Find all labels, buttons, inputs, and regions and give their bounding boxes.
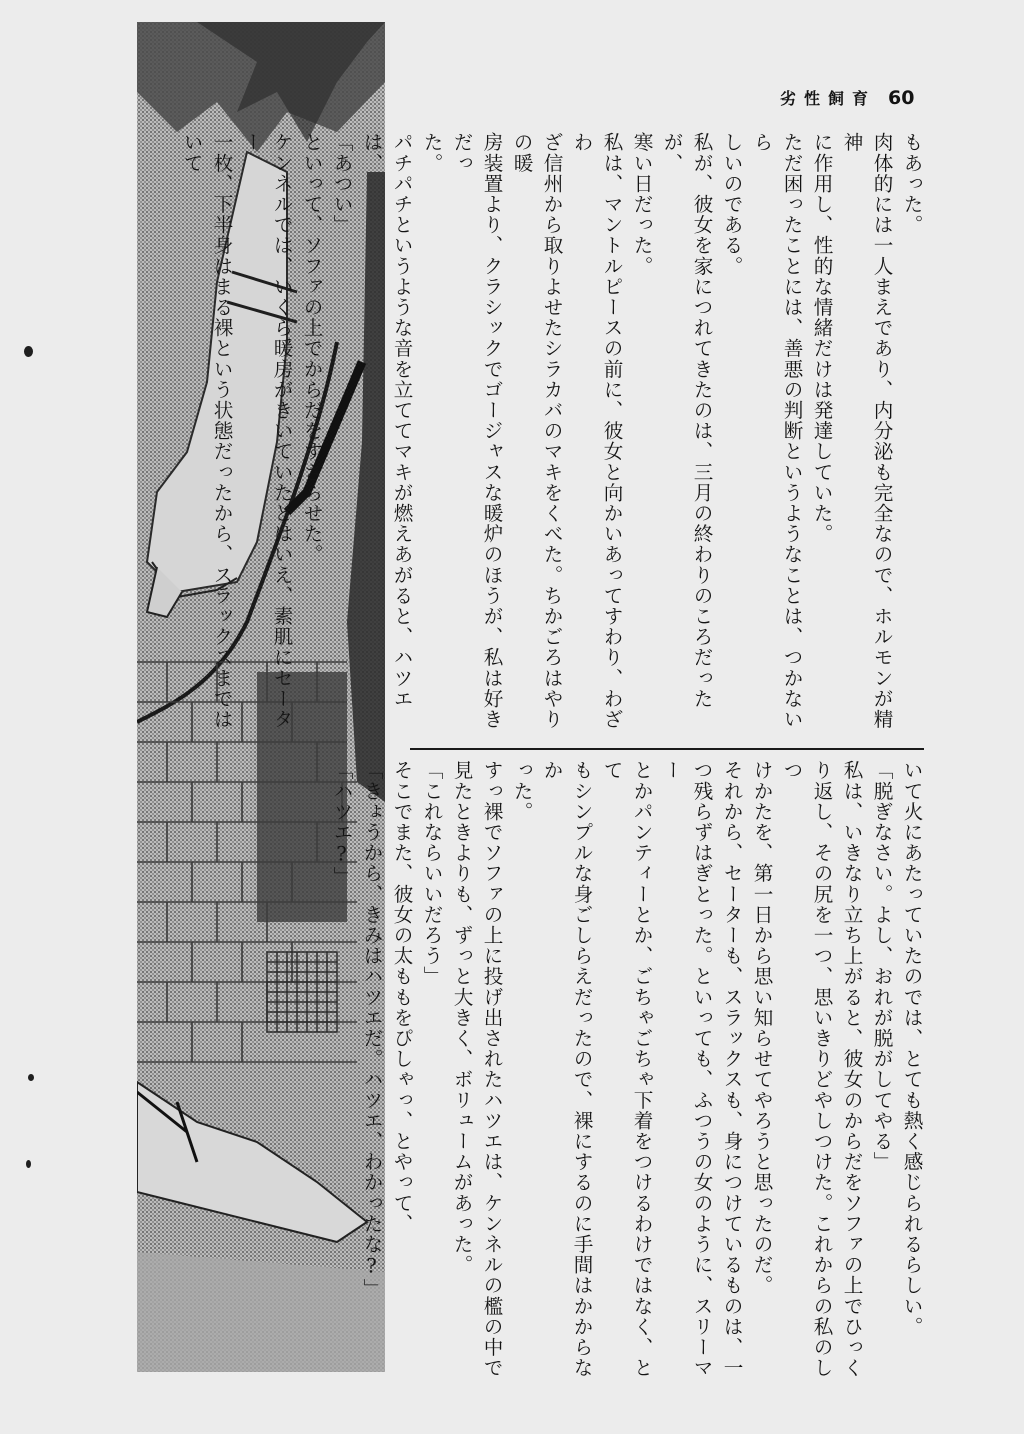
- header-title: 劣性飼育: [780, 89, 877, 108]
- page-number: 60: [888, 87, 915, 109]
- text-line: ざ信州から取りよせたシラカバのマキをくべた。ちかごろはやりの暖: [510, 132, 563, 730]
- text-line: 見たときよりも、ずっと大きく、ボリュームがあった。: [450, 760, 473, 1275]
- text-line: 「ハツエ?」: [330, 760, 353, 887]
- text-line: いて火にあたっていたのでは、とても熱く感じられるらしい。: [900, 760, 923, 1337]
- text-line: 「脱ぎなさい。よし、おれが脱がしてやる」: [870, 760, 893, 1172]
- text-line: つ残らずはぎとった。といっても、ふつうの女のように、スリーマー: [660, 760, 713, 1378]
- text-line: に作用し、性的な情緒だけは発達していた。: [810, 132, 833, 544]
- lower-text-block: [330, 760, 926, 1380]
- text-line: 私が、彼女を家につれてきたのは、三月の終わりのころだったが、: [660, 132, 713, 709]
- text-line: とかパンティーとか、ごちゃごちゃ下着をつけるわけではなく、とて: [600, 760, 653, 1378]
- text-line: 寒い日だった。: [630, 132, 653, 277]
- text-line: 私は、いきなり立ち上がると、彼女のからだをソファの上でひっく: [840, 760, 863, 1378]
- text-line: すっ裸でソファの上に投げ出されたハツエは、ケンネルの檻の中で: [480, 760, 503, 1378]
- text-line: り返し、その尻を一つ、思いきりどやしつけた。これからの私のしつ: [780, 760, 833, 1378]
- text-line: 私は、マントルピースの前に、彼女と向かいあってすわり、わざわ: [570, 132, 623, 730]
- text-line: もあった。: [900, 132, 923, 235]
- text-line: 一枚、下半身はまる裸という状態だったから、スラックスまではいて: [180, 132, 233, 730]
- text-line: 「きょうから、きみはハツエだ。ハツエ、わかったな?」: [360, 760, 383, 1299]
- text-line: パチパチというような音を立ててマキが燃えあがると、ハツエは、: [360, 132, 413, 709]
- text-line: た。: [420, 132, 443, 174]
- running-header: [780, 86, 940, 109]
- text-line: った。: [510, 760, 533, 822]
- upper-text-block: [180, 132, 926, 742]
- text-line: それから、セーターも、スラックスも、身につけているものは、一: [720, 760, 743, 1378]
- section-divider: [410, 748, 924, 750]
- text-line: といって、ソファの上でからだをすざらせた。: [300, 132, 323, 565]
- text-line: けかたを、第一日から思い知らせてやろうと思ったのだ。: [750, 760, 773, 1296]
- text-line: 「これならいいだろう」: [420, 760, 443, 987]
- text-line: 房装置より、クラシックでゴージャスな暖炉のほうが、私は好きだっ: [450, 132, 503, 730]
- text-line: ケンネルでは、いくら暖房がきいていたとはいえ、素肌にセーター: [240, 132, 293, 730]
- text-line: 「あつい」: [330, 132, 353, 235]
- text-line: しいのである。: [720, 132, 743, 277]
- text-line: そこでまた、彼女の太ももをぴしゃっ、とやって、: [390, 760, 413, 1234]
- text-line: 肉体的には一人まえであり、内分泌も完全なので、ホルモンが精神: [840, 132, 893, 730]
- text-line: ただ困ったことには、善悪の判断というようなことは、つかないら: [750, 132, 803, 730]
- text-line: もシンプルな身ごしらえだったので、裸にするのに手間はかからなか: [540, 760, 593, 1378]
- ink-speck: [24, 346, 33, 357]
- ink-speck: [26, 1160, 31, 1168]
- ink-speck: [28, 1074, 34, 1081]
